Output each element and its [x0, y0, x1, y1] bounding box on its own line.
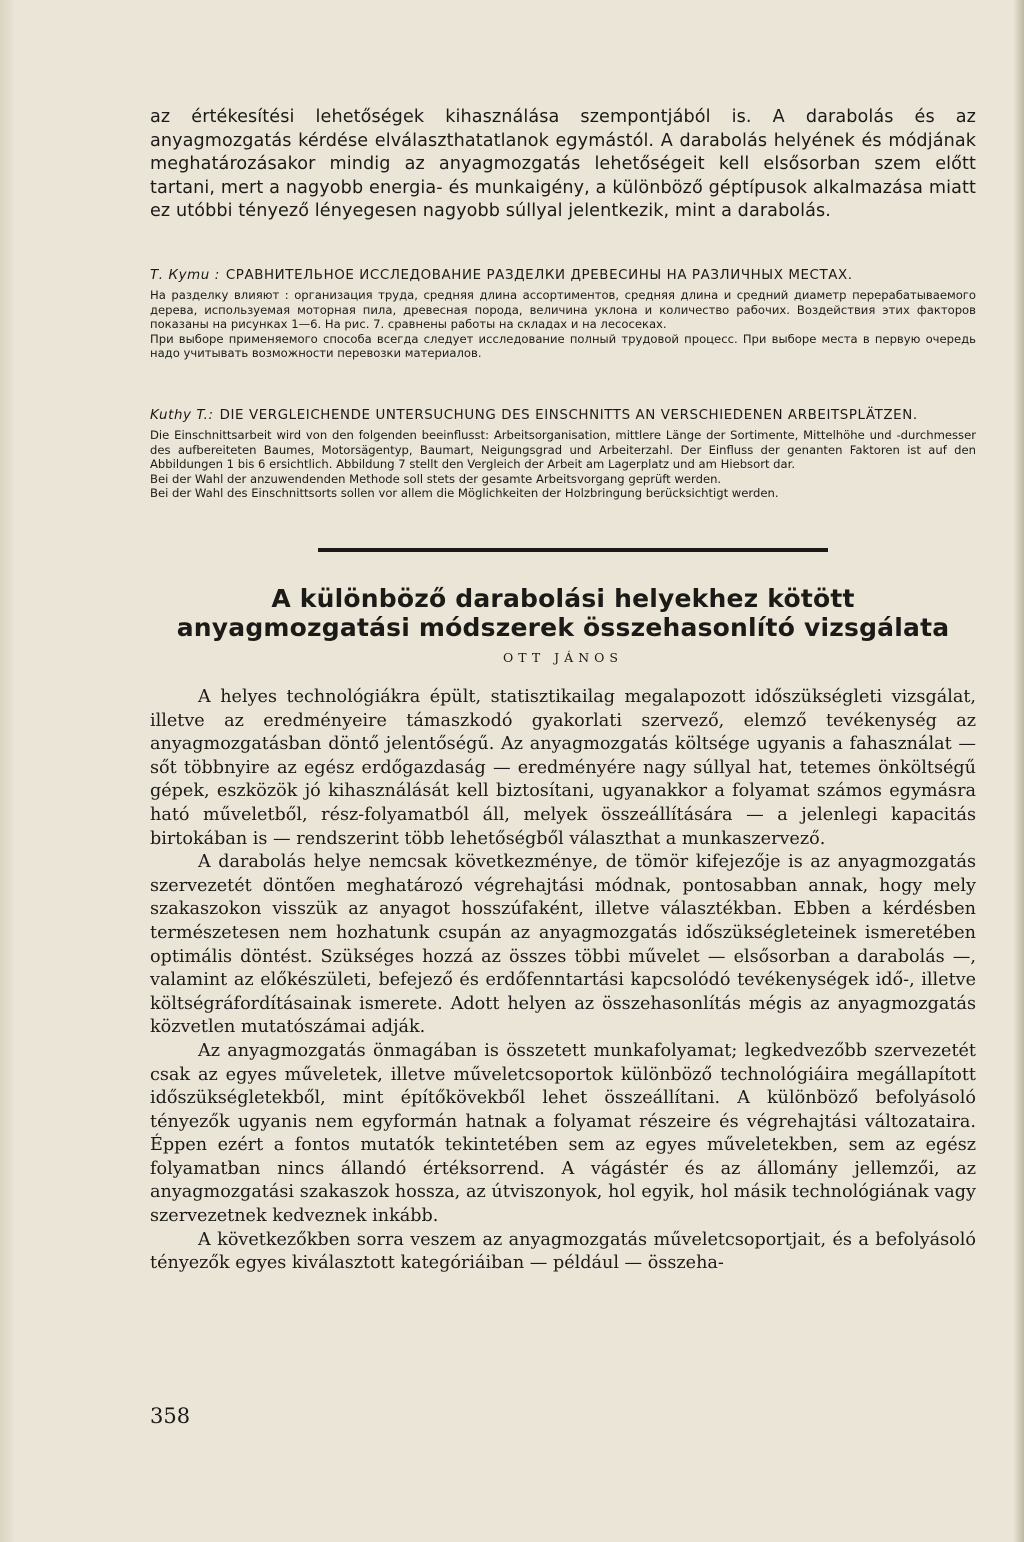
abstract-russian-heading: [150, 268, 976, 283]
abstract-paragraph: На разделку влияют : организация труда, средняя длина ассортиментов, средняя длина и средний диаметр перерабатываемого дерева, используемая моторная пила, древесная порода, величина уклона и количество рабочих. Воздействия этих факторов показаны на рисунках 1—6. На рис. 7. сравнены работы на складах и на лесосеках.: [150, 288, 976, 332]
continued-paragraph: az értékesítési lehetőségek kihasználása szempontjából is. A darabolás és az anyagmozgatás kérdése elválaszthatatlanok egymástól. A darabolás helyének és módjának meghatározásakor mindig az anyagmozgatás lehetőségeit kell elsősorban szem előtt tartani, mert a nagyobb energia- és munkaigény, a különböző géptípusok alkalmazása miatt ez utóbbi tényező lényegesen nagyobb súllyal jelentkezik, mint a darabolás.: [150, 107, 976, 222]
section-divider: [318, 548, 828, 552]
abstract-paragraph: Die Einschnittsarbeit wird von den folgenden beeinflusst: Arbeitsorganisation, mittlere Länge der Sortimente, Mittelhöhe und -durchmesser des aufbereiteten Baumes, Motorsägentyp, Baumart, Neigungsgrad und Arbeiterzahl. Der Einfluss der genanten Faktoren ist auf den Abbildungen 1 bis 6 ersichtlich. Abbildung 7 stellt den Vergleich der Arbeit am Lagerplatz und am Hiebsort dar.: [150, 428, 976, 472]
abstract-german-author: Kuthy T.:: [150, 408, 214, 423]
abstract-german-heading: [150, 408, 976, 423]
abstract-russian-body: [150, 288, 976, 361]
abstract-paragraph: При выборе применяемого способа всегда следует исследование полный трудовой процесс. При выборе места в первую очередь надо учитывать возможности перевозки материалов.: [150, 331, 976, 361]
article-title-line-1: A különböző darabolási helyekhez kötött: [271, 584, 855, 613]
abstract-german-title: DIE VERGLEICHENDE UNTERSUCHUNG DES EINSCHNITTS AN VERSCHIEDENEN ARBEITSPLÄTZEN.: [219, 408, 918, 423]
article-title: [150, 584, 976, 642]
abstract-german: [150, 408, 976, 501]
page-edge-left: [0, 0, 14, 1542]
article-body: [150, 686, 976, 1276]
article-author: OTT JÁNOS: [503, 650, 623, 665]
body-paragraph: A darabolás helye nemcsak következménye, de tömör kifejezője is az anyagmozgatás szervezetét döntően meghatározó végrehajtási módnak, pontosabban annak, hogy mely szakaszokon visszük az anyagot hosszúfaként, illetve választékban. Ebben a kérdésben természetesen nem hozhatunk csupán az anyagmozgatás időszükségleteinek ismeretében optimális döntést. Szükséges hozzá az összes többi művelet — elsősorban a darabolás —, valamint az előkészületi, befejező és erdőfenntartási kapcsolódó tevékenységek idő-, illetve költségráfordításainak ismerete. Adott helyen az összehasonlítás mégis az anyagmozgatás közvetlen mutatószámai adják.: [150, 852, 976, 1038]
abstract-german-body: [150, 428, 976, 501]
abstract-russian-author: Т. Куmu :: [150, 268, 220, 283]
abstract-russian: [150, 268, 976, 361]
body-paragraph: Az anyagmozgatás önmagában is összetett munkafolyamat; legkedvezőbb szervezetét csak az egyes műveletek, illetve műveletcsoportok különböző technológiáira megállapított időszükségletekből, mint építőkövekből lehet összeállítani. A különböző befolyásoló tényezők ugyanis nem egyformán hatnak a folyamat részeire és végrehajtási változataira. Éppen ezért a fontos mutatók tekintetében sem az egyes műveletekben, sem az egész folyamatban nincs állandó értéksorrend. A vágástér és az állomány jellemzői, az anyagmozgatási szakaszok hossza, az útviszonyok, hol egyik, hol másik technológiának vagy szervezetnek kedveznek inkább.: [150, 1040, 976, 1227]
article-title-line-2: anyagmozgatási módszerek összehasonlító vizsgálata: [176, 613, 950, 642]
page-number: 358: [150, 1404, 191, 1428]
abstract-russian-title: СРАВНИТЕЛЬНОЕ ИССЛЕДОВАНИЕ РАЗДЕЛКИ ДРЕВЕСИНЫ НА РАЗЛИЧНЫХ МЕСТАХ.: [225, 268, 853, 283]
body-paragraph: A következőkben sorra veszem az anyagmozgatás műveletcsoportjait, és a befolyásoló tényezők egyes kiválasztott kategóriáiban — például — összeha-: [150, 1229, 976, 1274]
body-paragraph: A helyes technológiákra épült, statisztikailag megalapozott időszükségleti vizsgálat, illetve az eredményeire támaszkodó gyakorlati szervező, elemző tevékenység az anyagmozgatásban döntő jelentőségű. Az anyagmozgatás költsége ugyanis a fahasználat — sőt többnyire az egész erdőgazdaság — eredményére nagy súllyal hat, tetemes önköltségű gépek, eszközök jó kihasználását kell biztosítani, ugyanakkor a folyamat számos egymásra ható műveletből, rész-folyamatból áll, melyek összeállítására — a jelenlegi kapacitás birtokában is — rendszerint több lehetőségből választhat a munkaszervező.: [150, 687, 976, 849]
abstract-paragraph: Bei der Wahl der anzuwendenden Methode soll stets der gesamte Arbeitsvorgang geprüft werden.: [150, 471, 722, 486]
page-edge-right: [1014, 0, 1024, 1542]
abstract-paragraph: Bei der Wahl des Einschnittsorts sollen vor allem die Möglichkeiten der Holzbringung berücksichtigt werden.: [150, 486, 779, 501]
